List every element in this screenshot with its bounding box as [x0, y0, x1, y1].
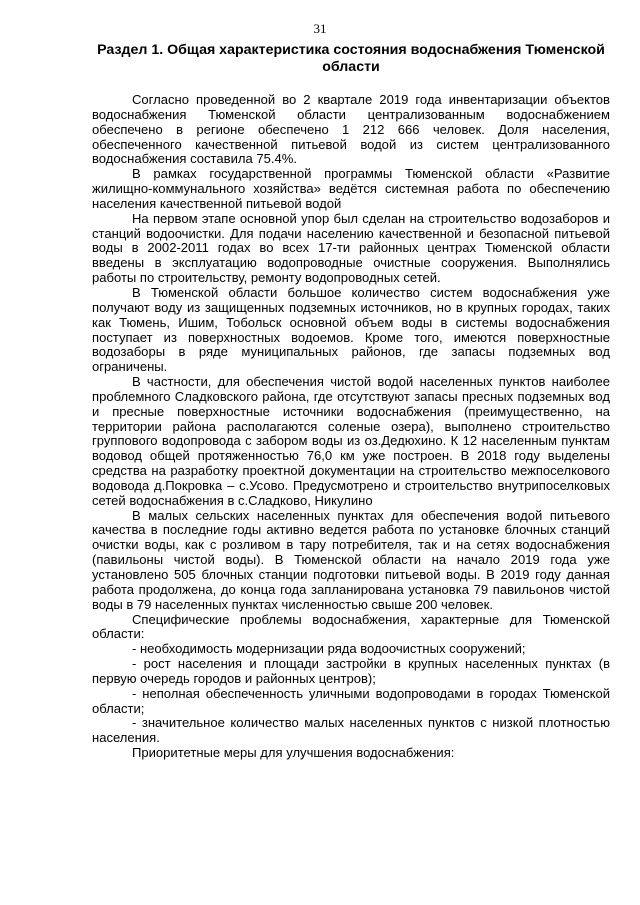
paragraph-first-stage: На первом этапе основной упор был сделан на строительство водозаборов и станций водоочистки. Для подачи населению качественной и безопасной питьевой воды в 2002-2011 годах во всех 17-ти районных центрах Тюменской области введены в эксплуатацию водопроводные очистные сооружения. Выполнялись работы по строительству, ремонту водопроводных сетей. — [92, 210, 610, 286]
paragraph-rural-settlements: В малых сельских населенных пунктах для обеспечения водой питьевого качества в последние годы активно ведется работа по установке блочных станций очистки воды, как с розливом в тару потребителя, так и на сетях водоснабжения (павильоны чистой воды). В Тюменской области на начало 2019 года уже установлено 505 блочных станции подготовки питьевой воды. В 2019 году данная работа продолжена, до конца года запланирована установка 79 павильонов чистой воды в 79 населенных пунктах численностью свыше 200 человек. — [92, 507, 610, 612]
list-item-small-settlements: - значительное количество малых населенных пунктов с низкой плотностью населения. — [92, 715, 610, 746]
page-number: 31 — [313, 21, 327, 36]
paragraph-sladkovsky-district: В частности, для обеспечения чистой водой населенных пунктов наиболее проблемного Сладковского района, где отсутствуют запасы пресных подземных вод и пресные поверхностные источники водоснабжения (преимущественно, на территории района располагаются соленые озера), выполнено строительство группового водопровода с забором воды из оз.Дедюхино. К 12 населенным пунктам водовод общей протяженностью 76,0 км уже построен. В 2018 году выделены средства на разработку проектной документации на строительство межпоселкового водовода д.Покровка – с.Усово. Предусмотрено и строительство внутрипоселковых сетей водоснабжения в с.Сладково, Никулино — [92, 374, 610, 508]
list-item-modernization: - необходимость модернизации ряда водоочистных сооружений; — [132, 641, 526, 657]
list-item-street-water-supply: - неполная обеспеченность уличными водопроводами в городах Тюменской области; — [92, 685, 610, 716]
list-item-population-growth: - рост населения и площади застройки в крупных населенных пунктах (в первую очередь городов и районных центров); — [92, 656, 610, 686]
paragraph-state-program: В рамках государственной программы Тюменской области «Развитие жилищно-коммунального хозяйства» ведётся системная работа по обеспечению населения качественной питьевой водой — [92, 166, 610, 211]
section-title: Раздел 1. Общая характеристика состояния водоснабжения Тюменской области — [97, 42, 605, 75]
paragraph-water-sources: В Тюменской области большое количество систем водоснабжения уже получают воду из защищенных подземных источников, но в крупных городах, таких как Тюмень, Ишим, Тобольск основной объем воды в системы водоснабжения поступает из поверхностных водоемов. Кроме того, имеются поверхностные водозаборы в ряде муниципальных районов, где запасы подземных вод ограничены. — [92, 284, 610, 375]
paragraph-inventory: Согласно проведенной во 2 квартале 2019 года инвентаризации объектов водоснабжения Тюменской области централизованным водоснабжением обеспечено в регионе обеспечено 1 212 666 человек. Доля населения, обеспеченного качественной питьевой водой из систем централизованного водоснабжения составила 75.4%. — [92, 92, 610, 167]
body-text — [92, 93, 610, 761]
paragraph-priority-measures: Приоритетные меры для улучшения водоснабжения: — [132, 745, 455, 761]
paragraph-specific-problems: Специфические проблемы водоснабжения, характерные для Тюменской области: — [92, 611, 610, 642]
